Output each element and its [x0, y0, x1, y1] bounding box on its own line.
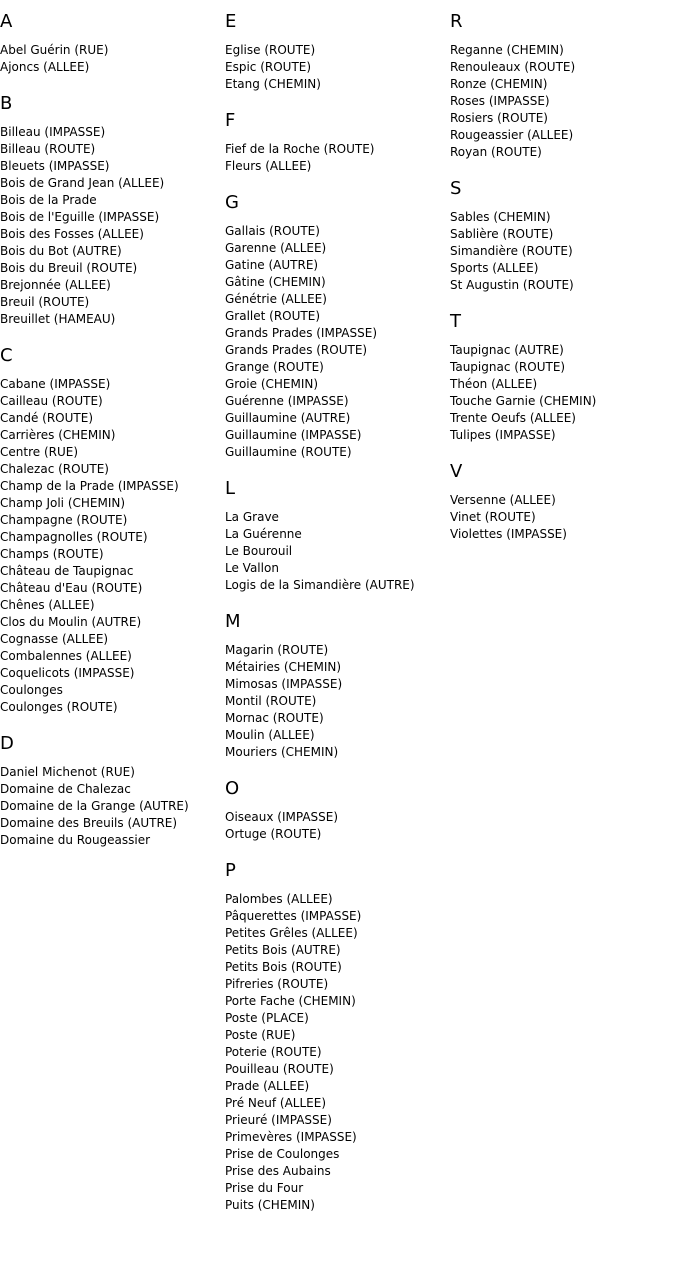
letter-section-d	[0, 716, 225, 849]
street-name: Champ Joli (CHEMIN)	[0, 496, 126, 510]
street-name: Petites Grêles (ALLEE)	[225, 926, 358, 940]
street-name: Simandière (ROUTE)	[450, 244, 573, 258]
section-letter-heading: P	[225, 860, 236, 881]
street-name: Coquelicots (IMPASSE)	[0, 666, 135, 680]
street-name: Théon (ALLEE)	[450, 377, 538, 391]
street-name: Puits (CHEMIN)	[225, 1198, 315, 1212]
street-list	[225, 223, 450, 461]
street-name: Coulonges (ROUTE)	[0, 700, 118, 714]
street-name: Gallais (ROUTE)	[225, 224, 320, 238]
street-name: Rougeassier (ALLEE)	[450, 128, 574, 142]
street-name: Tulipes (IMPASSE)	[450, 428, 556, 442]
street-name: Sablière (ROUTE)	[450, 227, 554, 241]
street-name: Château de Taupignac	[0, 564, 134, 578]
street-name: Sables (CHEMIN)	[450, 210, 551, 224]
street-name: Candé (ROUTE)	[0, 411, 93, 425]
street-name: Bois de la Prade	[0, 193, 97, 207]
street-list	[225, 42, 450, 93]
street-name: Vinet (ROUTE)	[450, 510, 536, 524]
street-list	[0, 42, 225, 76]
street-name: Roses (IMPASSE)	[450, 94, 550, 108]
street-name: Espic (ROUTE)	[225, 60, 312, 74]
street-name: Trente Oeufs (ALLEE)	[450, 411, 576, 425]
street-name: Magarin (ROUTE)	[225, 643, 329, 657]
section-letter-heading: S	[450, 178, 462, 199]
section-letter-heading: B	[0, 93, 13, 114]
street-name: Rosiers (ROUTE)	[450, 111, 548, 125]
street-name: Billeau (ROUTE)	[0, 142, 96, 156]
street-name: Carrières (CHEMIN)	[0, 428, 116, 442]
street-name: Prise des Aubains	[225, 1164, 331, 1178]
street-name: Reganne (CHEMIN)	[450, 43, 564, 57]
street-name: Ronze (CHEMIN)	[450, 77, 548, 91]
street-name: Cailleau (ROUTE)	[0, 394, 103, 408]
street-index-column-1	[0, 0, 225, 849]
street-list	[0, 764, 225, 849]
street-name: Bois des Fosses (ALLEE)	[0, 227, 144, 241]
section-letter-heading: M	[225, 611, 241, 632]
street-list	[225, 141, 450, 175]
street-name: Grands Prades (IMPASSE)	[225, 326, 378, 340]
street-name: Domaine des Breuils (AUTRE)	[0, 816, 178, 830]
street-name: Guillaumine (ROUTE)	[225, 445, 352, 459]
street-name: Prise du Four	[225, 1181, 304, 1195]
letter-section-p	[225, 843, 450, 1214]
letter-section-e	[225, 0, 450, 93]
street-name: Combalennes (ALLEE)	[0, 649, 132, 663]
street-name: Domaine de Chalezac	[0, 782, 131, 796]
street-name: Guillaumine (IMPASSE)	[225, 428, 362, 442]
street-index-column-2	[225, 0, 450, 1214]
street-list	[450, 42, 675, 161]
section-letter-heading: L	[225, 478, 236, 499]
street-name: Grands Prades (ROUTE)	[225, 343, 368, 357]
street-name: St Augustin (ROUTE)	[450, 278, 574, 292]
street-name: Ortuge (ROUTE)	[225, 827, 322, 841]
street-index-column-3	[450, 0, 675, 543]
street-name: Cognasse (ALLEE)	[0, 632, 109, 646]
street-name: Champagne (ROUTE)	[0, 513, 128, 527]
section-letter-heading: D	[0, 733, 14, 754]
street-name: Le Bourouil	[225, 544, 293, 558]
street-name: Billeau (IMPASSE)	[0, 125, 106, 139]
street-name: Gâtine (CHEMIN)	[225, 275, 326, 289]
street-list	[225, 809, 450, 843]
street-name: Pifreries (ROUTE)	[225, 977, 329, 991]
section-letter-heading: T	[450, 311, 461, 332]
street-name: Breuillet (HAMEAU)	[0, 312, 116, 326]
letter-section-v	[450, 444, 675, 543]
street-name: Grange (ROUTE)	[225, 360, 324, 374]
street-name: Cabane (IMPASSE)	[0, 377, 111, 391]
letter-section-b	[0, 76, 225, 328]
street-name: Mouriers (CHEMIN)	[225, 745, 339, 759]
street-name: Montil (ROUTE)	[225, 694, 317, 708]
section-letter-heading: G	[225, 192, 239, 213]
street-name: Violettes (IMPASSE)	[450, 527, 567, 541]
street-name: Etang (CHEMIN)	[225, 77, 321, 91]
street-name: Champagnolles (ROUTE)	[0, 530, 148, 544]
section-letter-heading: O	[225, 778, 240, 799]
letter-section-m	[225, 594, 450, 761]
letter-section-c	[0, 328, 225, 716]
street-list	[450, 209, 675, 294]
street-name: Prieuré (IMPASSE)	[225, 1113, 332, 1127]
street-name: Touche Garnie (CHEMIN)	[450, 394, 597, 408]
section-letter-heading: F	[225, 110, 236, 131]
street-name: Prise de Coulonges	[225, 1147, 340, 1161]
street-list	[225, 891, 450, 1214]
street-name: Bois de Grand Jean (ALLEE)	[0, 176, 165, 190]
street-name: Breuil (ROUTE)	[0, 295, 90, 309]
street-name: Clos du Moulin (AUTRE)	[0, 615, 142, 629]
street-name: Logis de la Simandière (AUTRE)	[225, 578, 415, 592]
street-list	[450, 492, 675, 543]
letter-section-s	[450, 161, 675, 294]
street-name: Grallet (ROUTE)	[225, 309, 320, 323]
street-name: Chalezac (ROUTE)	[0, 462, 109, 476]
street-name: Eglise (ROUTE)	[225, 43, 316, 57]
street-name: Poste (PLACE)	[225, 1011, 309, 1025]
letter-section-f	[225, 93, 450, 175]
street-name: Domaine de la Grange (AUTRE)	[0, 799, 189, 813]
street-name: La Grave	[225, 510, 279, 524]
street-name: Oiseaux (IMPASSE)	[225, 810, 339, 824]
section-letter-heading: V	[450, 461, 463, 482]
street-name: Versenne (ALLEE)	[450, 493, 556, 507]
street-name: Pré Neuf (ALLEE)	[225, 1096, 327, 1110]
street-name: Fleurs (ALLEE)	[225, 159, 312, 173]
street-name: Royan (ROUTE)	[450, 145, 542, 159]
street-name: Palombes (ALLEE)	[225, 892, 333, 906]
street-name: Poste (RUE)	[225, 1028, 296, 1042]
street-list	[0, 124, 225, 328]
street-name: Métairies (CHEMIN)	[225, 660, 342, 674]
street-list	[225, 509, 450, 594]
street-name: Renouleaux (ROUTE)	[450, 60, 576, 74]
street-name: Bois de l'Eguille (IMPASSE)	[0, 210, 160, 224]
street-name: Taupignac (AUTRE)	[450, 343, 564, 357]
street-name: Sports (ALLEE)	[450, 261, 539, 275]
street-name: Le Vallon	[225, 561, 279, 575]
street-name: Champ de la Prade (IMPASSE)	[0, 479, 179, 493]
street-list	[450, 342, 675, 444]
street-name: Fief de la Roche (ROUTE)	[225, 142, 375, 156]
street-name: Abel Guérin (RUE)	[0, 43, 109, 57]
street-name: Mimosas (IMPASSE)	[225, 677, 343, 691]
street-name: Taupignac (ROUTE)	[450, 360, 566, 374]
street-name: Château d'Eau (ROUTE)	[0, 581, 143, 595]
street-list	[0, 376, 225, 716]
street-name: Pâquerettes (IMPASSE)	[225, 909, 362, 923]
street-name: Petits Bois (ROUTE)	[225, 960, 342, 974]
street-name: Bois du Breuil (ROUTE)	[0, 261, 138, 275]
section-letter-heading: R	[450, 11, 463, 32]
street-name: Prade (ALLEE)	[225, 1079, 310, 1093]
letter-section-g	[225, 175, 450, 461]
street-name: Brejonnée (ALLEE)	[0, 278, 111, 292]
street-name: Génétrie (ALLEE)	[225, 292, 327, 306]
letter-section-r	[450, 0, 675, 161]
street-name: Moulin (ALLEE)	[225, 728, 315, 742]
street-name: Coulonges	[0, 683, 63, 697]
street-name: Porte Fache (CHEMIN)	[225, 994, 356, 1008]
street-name: Groie (CHEMIN)	[225, 377, 319, 391]
street-name: Petits Bois (AUTRE)	[225, 943, 341, 957]
letter-section-l	[225, 461, 450, 594]
street-name: Daniel Michenot (RUE)	[0, 765, 135, 779]
street-name: Pouilleau (ROUTE)	[225, 1062, 334, 1076]
street-list	[225, 642, 450, 761]
street-name: Domaine du Rougeassier	[0, 833, 151, 847]
street-name: Ajoncs (ALLEE)	[0, 60, 90, 74]
street-name: Garenne (ALLEE)	[225, 241, 327, 255]
letter-section-a	[0, 0, 225, 76]
street-name: Chênes (ALLEE)	[0, 598, 95, 612]
street-name: Primevères (IMPASSE)	[225, 1130, 357, 1144]
street-name: Centre (RUE)	[0, 445, 79, 459]
street-name: La Guérenne	[225, 527, 302, 541]
section-letter-heading: C	[0, 345, 13, 366]
section-letter-heading: A	[0, 11, 13, 32]
letter-section-o	[225, 761, 450, 843]
street-name: Mornac (ROUTE)	[225, 711, 324, 725]
street-name: Guillaumine (AUTRE)	[225, 411, 351, 425]
letter-section-t	[450, 294, 675, 444]
street-name: Guérenne (IMPASSE)	[225, 394, 349, 408]
street-name: Bois du Bot (AUTRE)	[0, 244, 122, 258]
section-letter-heading: E	[225, 11, 237, 32]
street-name: Gatine (AUTRE)	[225, 258, 319, 272]
street-name: Poterie (ROUTE)	[225, 1045, 322, 1059]
street-name: Bleuets (IMPASSE)	[0, 159, 110, 173]
street-name: Champs (ROUTE)	[0, 547, 104, 561]
